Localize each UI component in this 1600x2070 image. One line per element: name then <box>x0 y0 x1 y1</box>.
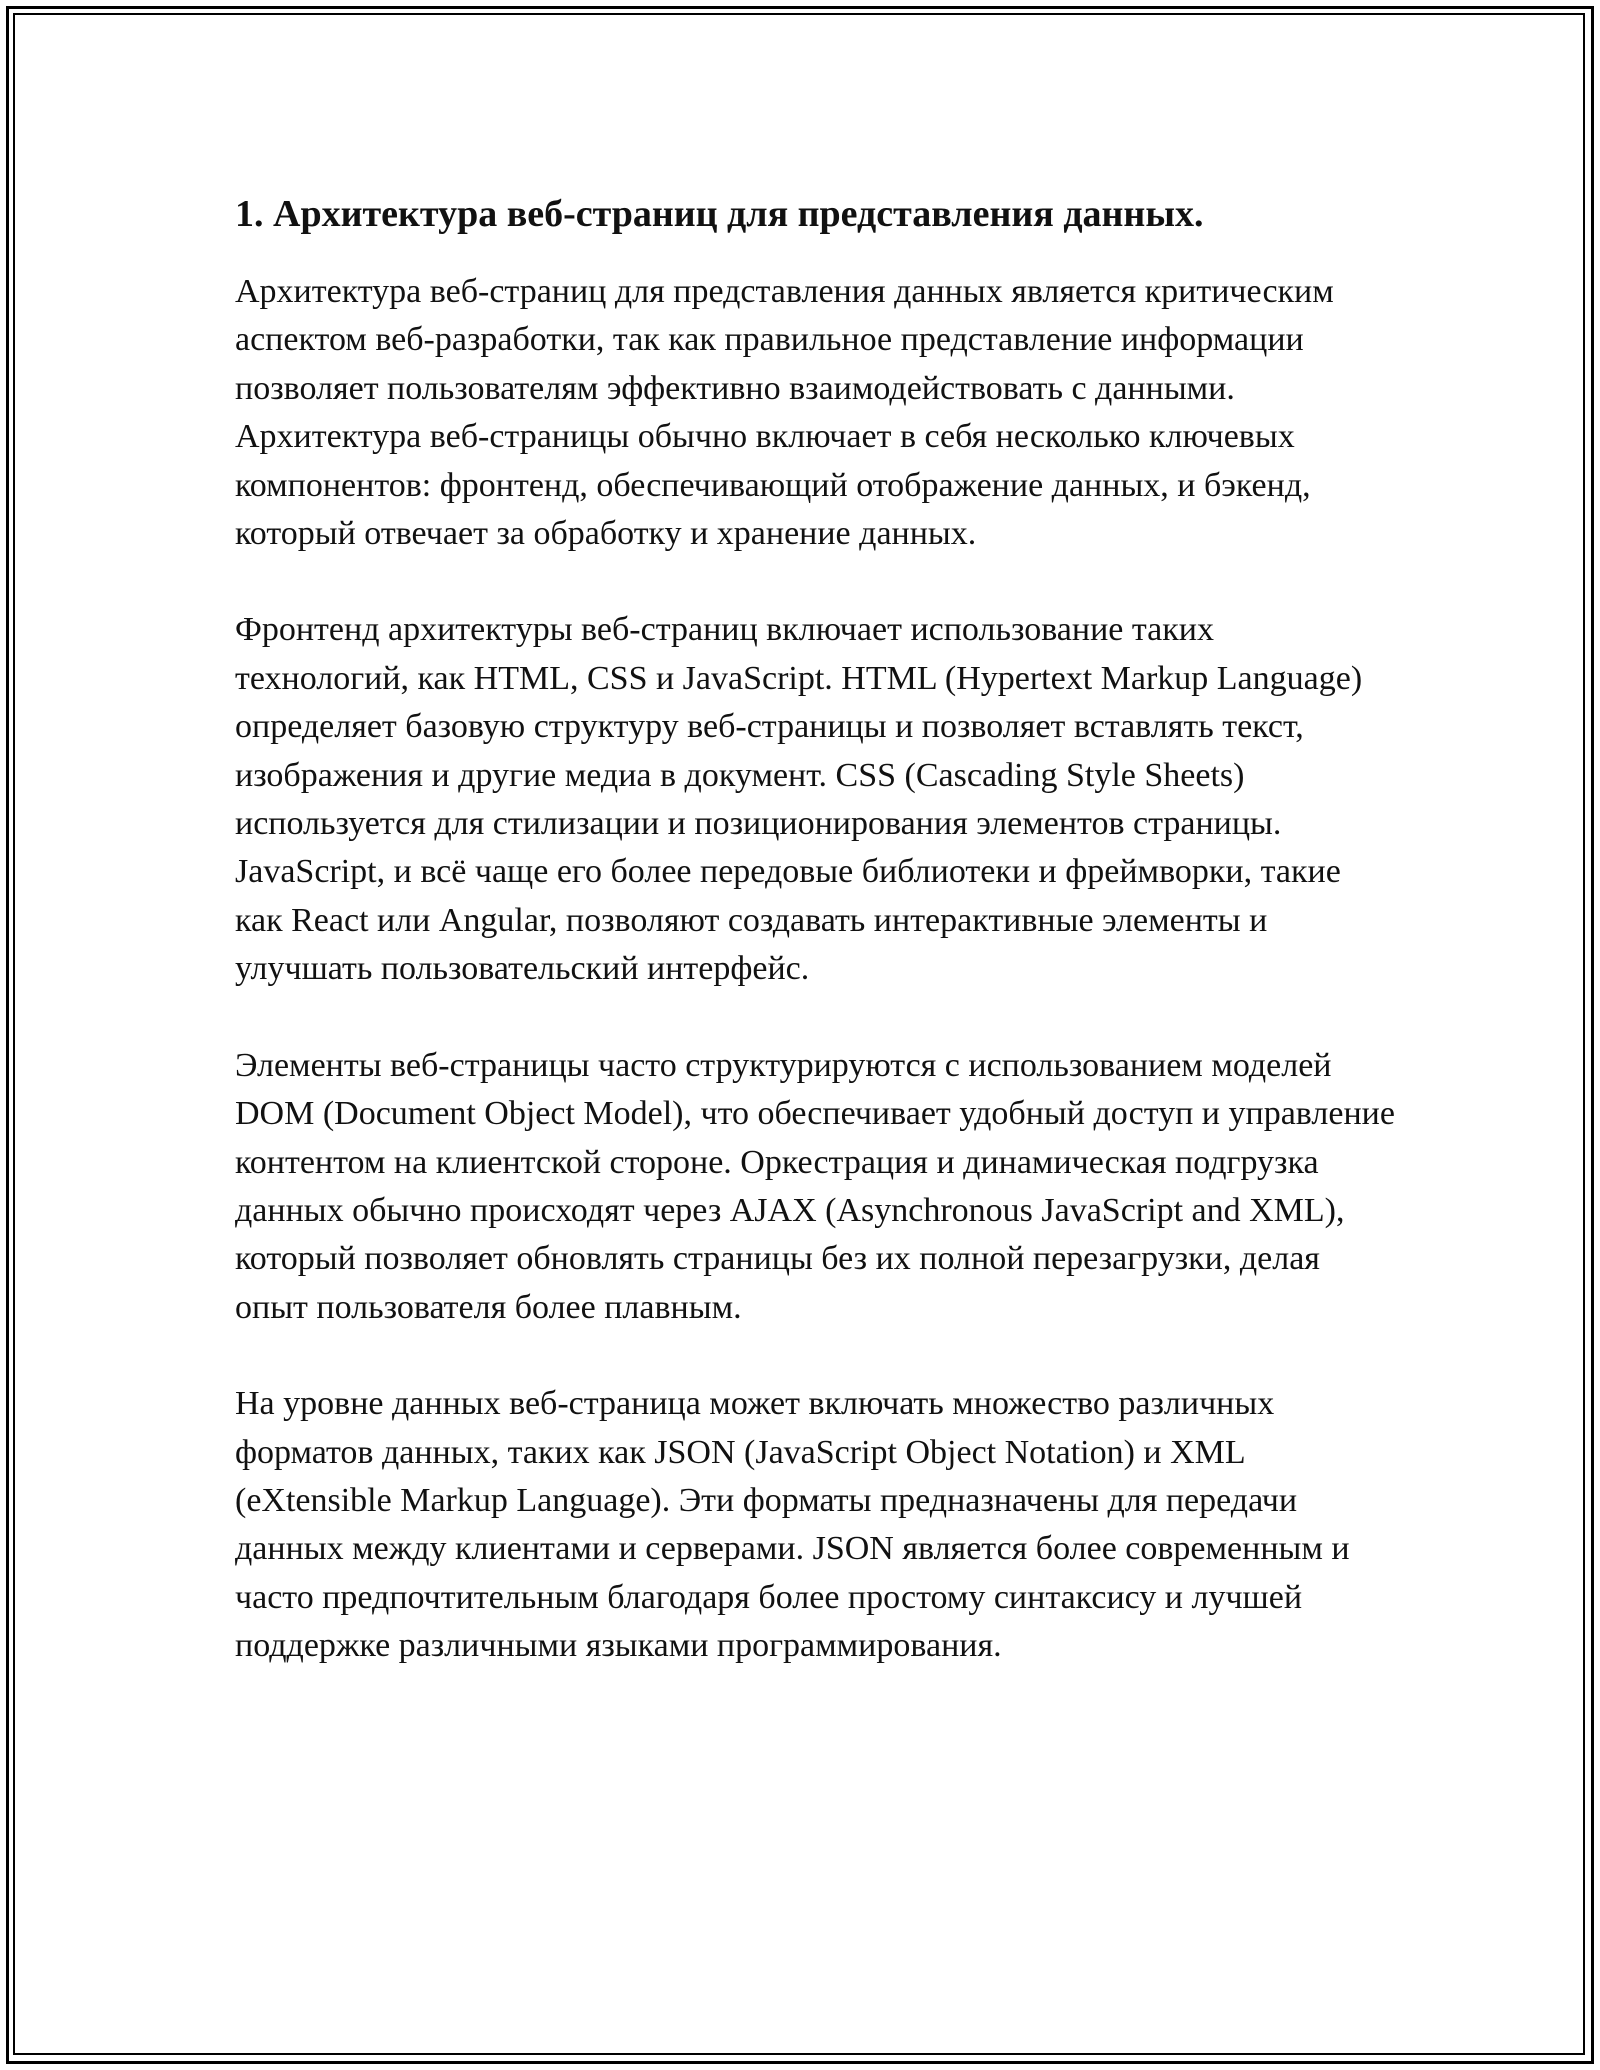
document-body <box>235 186 1395 1719</box>
paragraph-data-formats: На уровне данных веб-страница может включать множество различных форматов данных, таких как JSON (JavaScript Object Notation) и XML (eXtensible Markup Language). Эти форматы предназначены для передачи данных между клиентами и серверами. JSON является более современным и часто предпочтительным благодаря более простому синтаксису и лучшей поддержке различными языками программирования. <box>235 1385 1350 1665</box>
paragraph-architecture-overview: Архитектура веб-страниц для представления данных является критическим аспектом веб-разработки, так как правильное представление информации позволяет пользователям эффективно взаимодействовать с данными. Архитектура веб-страницы обычно включает в себя несколько ключевых компонентов: фронтенд, обеспечивающий отображение данных, и бэкенд, который отвечает за обработку и хранение данных. <box>235 273 1334 553</box>
section-heading: 1. Архитектура веб-страниц для представления данных. <box>235 193 1204 235</box>
paragraph-frontend: Фронтенд архитектуры веб-страниц включает использование таких технологий, как HTML, CSS и JavaScript. HTML (Hypertext Markup Language) определяет базовую структуру веб-страницы и позволяет вставлять текст, изображения и другие медиа в документ. CSS (Cascading Style Sheets) используется для стилизации и позиционирования элементов страницы. JavaScript, и всё чаще его более передовые библиотеки и фреймворки, такие как React или Angular, позволяют создавать интерактивные элементы и улучшать пользовательский интерфейс. <box>235 611 1363 988</box>
paragraph-dom-ajax: Элементы веб-страницы часто структурируются с использованием моделей DOM (Document Object Model), что обеспечивает удобный доступ и управление контентом на клиентской стороне. Оркестрация и динамическая подгрузка данных обычно происходят через AJAX (Asynchronous JavaScript and XML), который позволяет обновлять страницы без их полной перезагрузки, делая опыт пользователя более плавным. <box>235 1046 1395 1326</box>
